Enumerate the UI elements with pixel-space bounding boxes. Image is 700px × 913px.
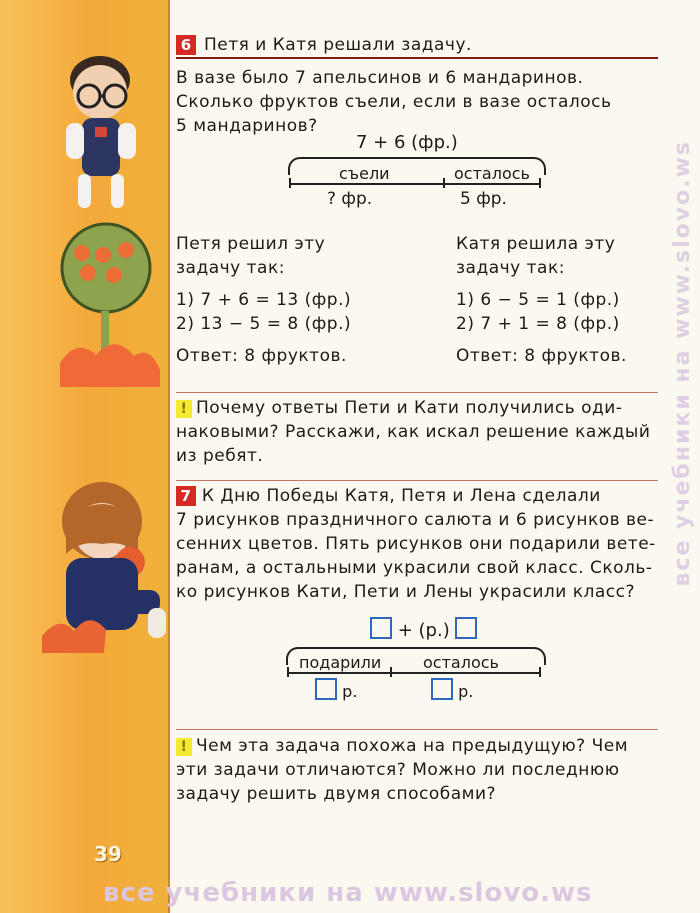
task-7-right-value [431,678,473,701]
section-divider-2 [176,480,658,481]
task-6-tick-middle [443,178,445,188]
question-2 [176,734,656,806]
question-1-line-2: наковыми? Расскажи, как искал решение каждый [176,422,651,442]
bottom-watermark: все учебники на www.slovo.ws [103,878,593,908]
task-6-problem [176,66,656,138]
task-7-diagram-expression: + (р.) [397,620,450,641]
task-7-left-value-text: р. [342,682,358,701]
petya-intro-1: Петя решил эту [176,234,326,254]
answer-box-icon[interactable] [370,617,392,639]
task-6-right-value: 5 фр. [460,189,507,209]
task-6-left-value: ? фр. [327,189,373,209]
answer-box-icon[interactable] [315,678,337,700]
task-7-right-label: осталось [423,653,499,672]
task-6-line-1: В вазе было 7 апельсинов и 6 мандаринов. [176,68,584,88]
task-7-line-1: К Дню Победы Катя, Петя и Лена сделали [201,486,601,506]
question-2-line-2: эти задачи отличаются? Можно ли последнюю [176,760,620,780]
task-7-line-3: сенних цветов. Пять рисунков они подарили вете- [176,534,656,554]
katya-intro-2: задачу так: [456,258,565,278]
question-1-line-3: из ребят. [176,446,264,466]
task-number-6: 6 [176,35,196,55]
question-1 [176,396,656,468]
girl-illustration [32,478,182,684]
task-6-diagram-line [289,183,541,185]
task-7-line-4: ранам, а остальными украсили свой класс. Сколь- [176,558,653,578]
question-icon: ! [176,400,192,418]
task-6-left-label: съели [339,164,390,183]
task-7-line-5: ко рисунков Кати, Пети и Лены украсили класс? [176,582,636,602]
petya-step-1: 1) 7 + 6 = 13 (фр.) [176,290,352,310]
task-7-left-value [315,678,357,701]
katya-step-1: 1) 6 − 5 = 1 (фр.) [456,290,620,310]
section-divider-1 [176,392,658,393]
task-7-right-value-text: р. [458,682,474,701]
side-watermark: все учебники на www.slovo.ws [670,140,695,587]
section-divider-3 [176,729,658,730]
task-6-title: Петя и Катя решали задачу. [204,35,472,55]
fruit-vase-illustration [52,215,164,395]
katya-intro-1: Катя решила эту [456,234,616,254]
question-icon: ! [176,738,192,756]
answer-box-icon[interactable] [431,678,453,700]
katya-solution [456,232,666,368]
task-6-line-3: 5 мандаринов? [176,116,318,136]
katya-answer: Ответ: 8 фруктов. [456,346,627,366]
katya-step-2: 2) 7 + 1 = 8 (фр.) [456,314,620,334]
task-number-7: 7 [176,486,196,506]
task-7-tick-left [287,667,289,677]
question-1-line-1: Почему ответы Пети и Кати получились оди- [196,398,623,418]
task-7-diagram-line [287,672,541,674]
task-7-line-2: 7 рисунков праздничного салюта и 6 рисунков ве- [176,510,655,530]
task-6-tick-right [539,178,541,188]
task-7-problem [176,484,656,604]
task-6-right-label: осталось [454,164,530,183]
question-2-line-1: Чем эта задача похожа на предыдущую? Чем [196,736,629,756]
task-7-diagram-top [370,617,477,641]
task-6-tick-left [289,178,291,188]
task-7-left-label: подарили [299,653,382,672]
task-7-tick-middle [390,667,392,677]
petya-solution [176,232,396,368]
question-2-line-3: задачу решить двумя способами? [176,784,497,804]
task-6-diagram-top: 7 + 6 (фр.) [356,132,458,153]
page-number: 39 [94,842,122,866]
boy-illustration [38,34,166,216]
petya-step-2: 2) 13 − 5 = 8 (фр.) [176,314,352,334]
answer-box-icon[interactable] [455,617,477,639]
task-6-header [176,33,658,59]
task-6-line-2: Сколько фруктов съели, если в вазе осталось [176,92,612,112]
petya-intro-2: задачу так: [176,258,285,278]
petya-answer: Ответ: 8 фруктов. [176,346,347,366]
task-7-tick-right [539,667,541,677]
